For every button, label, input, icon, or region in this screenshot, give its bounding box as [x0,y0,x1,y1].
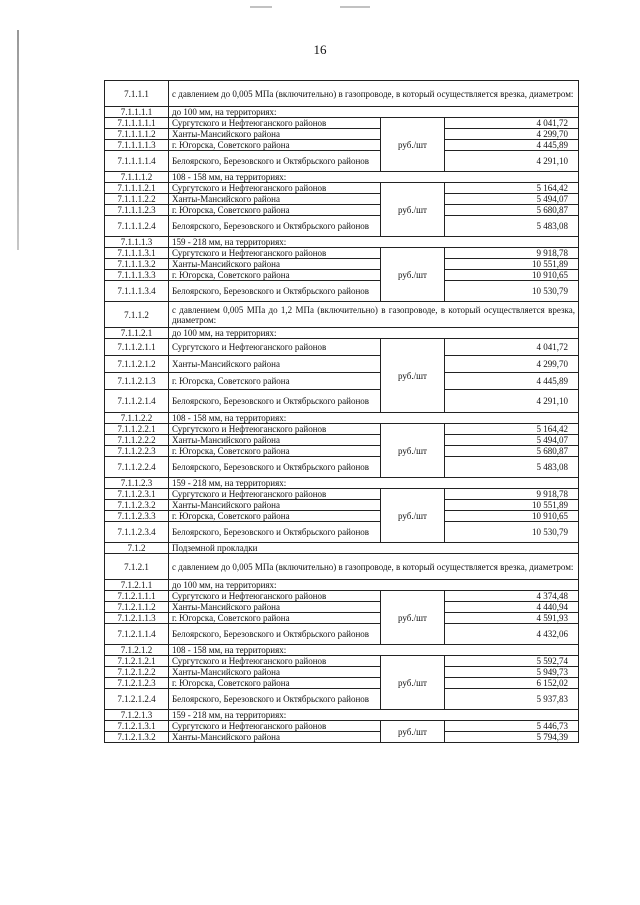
table-row [105,248,579,259]
row-territory: Белоярского, Березовского и Октябрьского районов [169,689,381,710]
row-unit: руб./шт [381,489,445,543]
row-code: 7.1.1.1.1.2 [105,129,169,140]
row-price: 4 374,48 [445,591,579,602]
row-price: 4 445,89 [445,373,579,390]
row-unit: руб./шт [381,424,445,478]
row-territory: Ханты-Мансийского района [169,667,381,678]
table-row [105,151,579,172]
row-code: 7.1.1.1.2.4 [105,216,169,237]
row-price: 10 551,89 [445,259,579,270]
row-code: 7.1.2.1.2.4 [105,689,169,710]
table-row [105,580,579,591]
table-row [105,511,579,522]
table-row [105,424,579,435]
row-price: 5 494,07 [445,435,579,446]
row-territory: Белоярского, Березовского и Октябрьского районов [169,216,381,237]
table-row [105,446,579,457]
row-unit: руб./шт [381,656,445,710]
row-code: 7.1.2.1.3.1 [105,721,169,732]
row-territory: г. Югорска, Советского района [169,373,381,390]
row-code: 7.1.1.1.2.1 [105,183,169,194]
row-price: 4 440,94 [445,602,579,613]
table-row [105,183,579,194]
row-code: 7.1.1.2.2 [105,413,169,424]
table-row [105,667,579,678]
row-territory: г. Югорска, Советского района [169,678,381,689]
table-row [105,237,579,248]
row-territory: Белоярского, Березовского и Октябрьского районов [169,522,381,543]
row-price: 4 445,89 [445,140,579,151]
table-row [105,373,579,390]
row-territory: Сургутского и Нефтеюганского районов [169,591,381,602]
row-heading: до 100 мм, на территориях: [169,580,579,591]
row-price: 4 041,72 [445,339,579,356]
row-code: 7.1.1.2.3.1 [105,489,169,500]
row-price: 6 152,02 [445,678,579,689]
table-row [105,172,579,183]
row-code: 7.1.1.1.2.3 [105,205,169,216]
row-code: 7.1.1.2.3.2 [105,500,169,511]
row-territory: г. Югорска, Советского района [169,613,381,624]
row-territory: Белоярского, Березовского и Октябрьского районов [169,624,381,645]
row-heading: с давлением 0,005 МПа до 1,2 МПа (включительно) в газопроводе, в который осуществляется врезка, диаметром: [169,302,579,328]
row-price: 5 592,74 [445,656,579,667]
row-territory: Белоярского, Березовского и Октябрьского районов [169,390,381,413]
row-territory: Белоярского, Березовского и Октябрьского районов [169,457,381,478]
row-heading: 108 - 158 мм, на территориях: [169,172,579,183]
table-row [105,413,579,424]
row-territory: Ханты-Мансийского района [169,194,381,205]
row-code: 7.1.2.1.1.3 [105,613,169,624]
scan-speck [250,6,272,8]
table-row [105,500,579,511]
row-code: 7.1.2.1 [105,554,169,580]
row-heading: 108 - 158 мм, на территориях: [169,413,579,424]
row-code: 7.1.2.1.3 [105,710,169,721]
row-heading: с давлением до 0,005 МПа (включительно) в газопроводе, в который осуществляется врезка, диаметром: [169,81,579,107]
row-price: 4 291,10 [445,390,579,413]
row-price: 5 164,42 [445,183,579,194]
table-row [105,270,579,281]
row-price: 5 494,07 [445,194,579,205]
row-code: 7.1.1.1.3.2 [105,259,169,270]
row-territory: Сургутского и Нефтеюганского районов [169,339,381,356]
row-price: 4 432,06 [445,624,579,645]
page-number: 16 [313,42,327,57]
row-code: 7.1.1.2.1.4 [105,390,169,413]
row-price: 10 910,65 [445,511,579,522]
row-unit: руб./шт [381,118,445,172]
row-unit: руб./шт [381,591,445,645]
tariff-table [104,80,579,743]
table-row [105,613,579,624]
row-territory: Ханты-Мансийского района [169,500,381,511]
table-row [105,81,579,107]
table-row [105,140,579,151]
table-row [105,522,579,543]
row-heading: 159 - 218 мм, на территориях: [169,710,579,721]
row-price: 4 591,93 [445,613,579,624]
row-price: 9 918,78 [445,489,579,500]
table-row [105,656,579,667]
row-price: 5 483,08 [445,457,579,478]
row-code: 7.1.1.2.2.2 [105,435,169,446]
table-row [105,721,579,732]
row-unit: руб./шт [381,339,445,413]
table-row [105,543,579,554]
row-price: 5 164,42 [445,424,579,435]
row-code: 7.1.2.1.3.2 [105,732,169,743]
row-territory: г. Югорска, Советского района [169,270,381,281]
scan-binding-mark [17,30,19,250]
table-row [105,435,579,446]
row-code: 7.1.2.1.2.2 [105,667,169,678]
row-code: 7.1.1.1.1.1 [105,118,169,129]
table-row [105,302,579,328]
row-code: 7.1.2 [105,543,169,554]
row-price: 5 446,73 [445,721,579,732]
row-code: 7.1.2.1.2.3 [105,678,169,689]
row-territory: г. Югорска, Советского района [169,140,381,151]
tariff-table-body [105,81,579,743]
row-code: 7.1.1.2 [105,302,169,328]
row-code: 7.1.1.2.2.4 [105,457,169,478]
row-code: 7.1.1.2.2.1 [105,424,169,435]
row-price: 9 918,78 [445,248,579,259]
table-row [105,678,579,689]
row-price: 4 299,70 [445,129,579,140]
row-territory: Сургутского и Нефтеюганского районов [169,489,381,500]
row-code: 7.1.1.1.2.2 [105,194,169,205]
table-row [105,194,579,205]
row-price: 10 530,79 [445,281,579,302]
table-row [105,554,579,580]
row-code: 7.1.1.2.1 [105,328,169,339]
table-row [105,602,579,613]
row-unit: руб./шт [381,248,445,302]
row-code: 7.1.1.1 [105,81,169,107]
table-row [105,281,579,302]
row-territory: Сургутского и Нефтеюганского районов [169,424,381,435]
row-territory: Сургутского и Нефтеюганского районов [169,248,381,259]
table-row [105,710,579,721]
table-row [105,129,579,140]
row-heading: с давлением до 0,005 МПа (включительно) в газопроводе, в который осуществляется врезка, диаметром: [169,554,579,580]
row-unit: руб./шт [381,183,445,237]
row-territory: г. Югорска, Советского района [169,446,381,457]
row-price: 4 291,10 [445,151,579,172]
table-row [105,645,579,656]
table-row [105,328,579,339]
row-territory: Сургутского и Нефтеюганского районов [169,656,381,667]
row-heading: до 100 мм, на территориях: [169,107,579,118]
row-code: 7.1.1.2.1.1 [105,339,169,356]
row-territory: Ханты-Мансийского района [169,129,381,140]
table-row [105,356,579,373]
row-territory: г. Югорска, Советского района [169,205,381,216]
row-code: 7.1.1.1.3.4 [105,281,169,302]
table-row [105,457,579,478]
row-price: 10 530,79 [445,522,579,543]
row-code: 7.1.1.1.2 [105,172,169,183]
row-code: 7.1.1.1.1.3 [105,140,169,151]
row-code: 7.1.1.2.3.4 [105,522,169,543]
row-heading: 108 - 158 мм, на территориях: [169,645,579,656]
table-row [105,591,579,602]
row-price: 5 949,73 [445,667,579,678]
row-price: 10 910,65 [445,270,579,281]
row-territory: Ханты-Мансийского района [169,356,381,373]
table-row [105,118,579,129]
row-code: 7.1.1.2.3 [105,478,169,489]
table-row [105,489,579,500]
row-territory: Сургутского и Нефтеюганского районов [169,721,381,732]
row-heading: 159 - 218 мм, на территориях: [169,237,579,248]
row-code: 7.1.2.1.2.1 [105,656,169,667]
table-row [105,107,579,118]
row-code: 7.1.1.1.3.3 [105,270,169,281]
table-row [105,624,579,645]
row-code: 7.1.2.1.2 [105,645,169,656]
row-territory: Белоярского, Березовского и Октябрьского районов [169,151,381,172]
table-row [105,339,579,356]
row-heading: до 100 мм, на территориях: [169,328,579,339]
row-code: 7.1.1.1.1 [105,107,169,118]
row-code: 7.1.2.1.1.1 [105,591,169,602]
row-territory: Сургутского и Нефтеюганского районов [169,118,381,129]
row-territory: Ханты-Мансийского района [169,435,381,446]
row-code: 7.1.1.2.1.2 [105,356,169,373]
row-code: 7.1.1.1.3.1 [105,248,169,259]
row-territory: Ханты-Мансийского района [169,602,381,613]
row-territory: Ханты-Мансийского района [169,732,381,743]
row-territory: Сургутского и Нефтеюганского районов [169,183,381,194]
row-territory: Белоярского, Березовского и Октябрьского районов [169,281,381,302]
row-code: 7.1.1.1.3 [105,237,169,248]
row-heading: Подземной прокладки [169,543,579,554]
row-price: 10 551,89 [445,500,579,511]
row-price: 5 794,39 [445,732,579,743]
row-code: 7.1.2.1.1 [105,580,169,591]
table-row [105,216,579,237]
row-code: 7.1.2.1.1.2 [105,602,169,613]
row-code: 7.1.1.2.3.3 [105,511,169,522]
row-unit: руб./шт [381,721,445,743]
row-price: 5 680,87 [445,205,579,216]
row-price: 5 680,87 [445,446,579,457]
row-price: 4 299,70 [445,356,579,373]
row-territory: г. Югорска, Советского района [169,511,381,522]
table-row [105,689,579,710]
table-row [105,732,579,743]
row-code: 7.1.1.2.2.3 [105,446,169,457]
row-heading: 159 - 218 мм, на территориях: [169,478,579,489]
row-price: 4 041,72 [445,118,579,129]
row-code: 7.1.1.2.1.3 [105,373,169,390]
table-row [105,205,579,216]
table-row [105,390,579,413]
row-price: 5 937,83 [445,689,579,710]
table-row [105,259,579,270]
row-price: 5 483,08 [445,216,579,237]
row-code: 7.1.1.1.1.4 [105,151,169,172]
table-row [105,478,579,489]
row-code: 7.1.2.1.1.4 [105,624,169,645]
scan-speck [340,6,370,8]
row-territory: Ханты-Мансийского района [169,259,381,270]
